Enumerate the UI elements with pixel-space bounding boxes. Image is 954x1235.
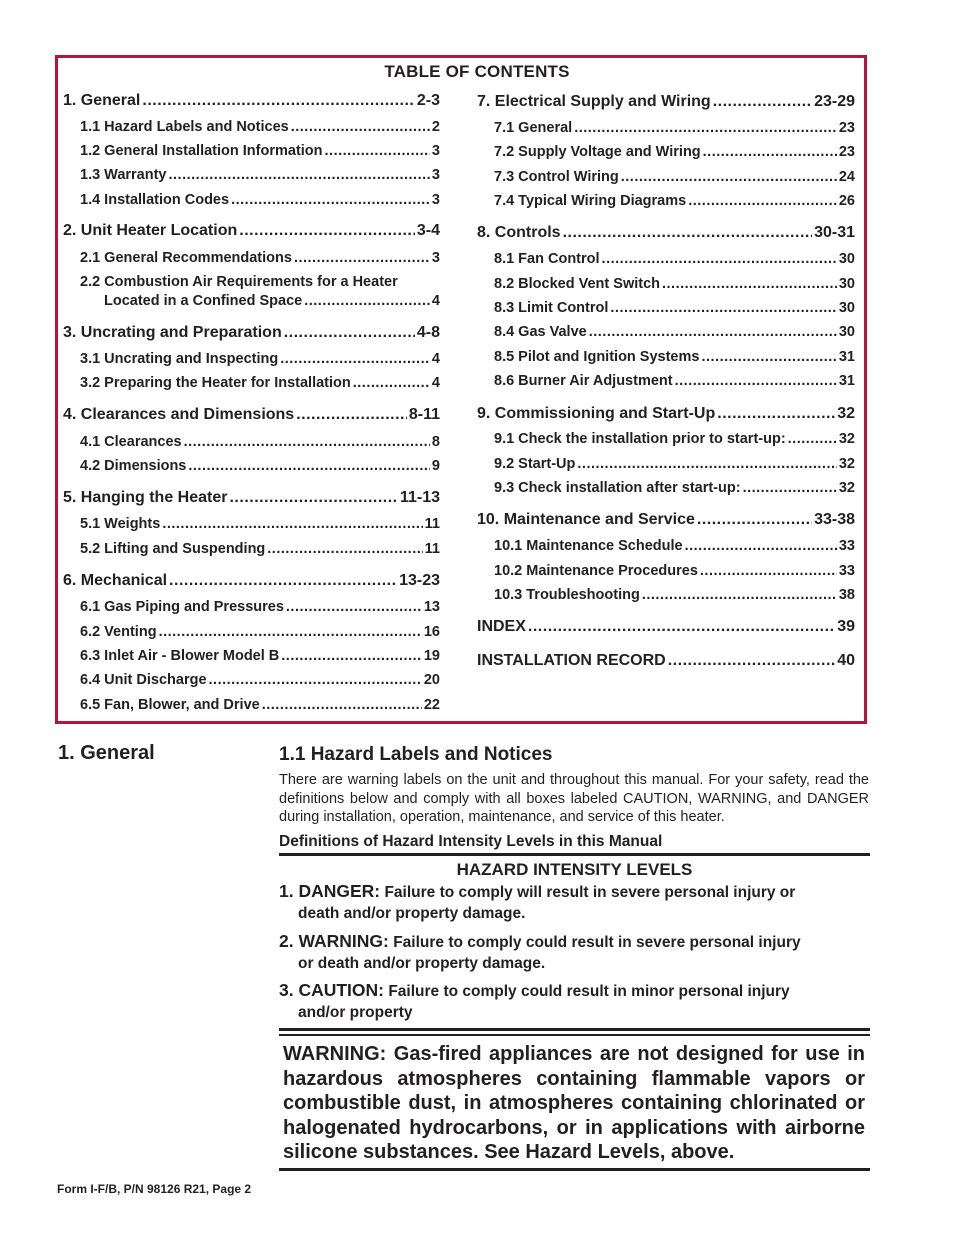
warning-box-text: WARNING: Gas-fired appliances are not designed for use in hazardous atmospheres containing flammable vapors or combustible dust, in atmospheres containing chlorinated or halogenated hydrocarbons, or in applications with airborne silicone substances. See Hazard Levels, above.	[283, 1043, 865, 1163]
hazard-tag: 2. WARNING:	[279, 931, 389, 951]
toc-entry-page: 23	[838, 120, 855, 136]
toc-section-entry	[63, 222, 440, 240]
toc-entry-label: Located in a Confined Space	[104, 293, 303, 309]
toc-leader-dots	[743, 480, 837, 496]
toc-entry-label: 8.2 Blocked Vent Switch	[494, 276, 660, 292]
toc-leader-dots	[281, 648, 422, 664]
toc-entry-page: 30	[838, 251, 855, 267]
toc-entry-label: 6.2 Venting	[80, 624, 157, 640]
toc-entry-label: 8.4 Gas Valve	[494, 324, 587, 340]
toc-entry-label: 4. Clearances and Dimensions	[63, 406, 295, 423]
toc-entry-label: 7.2 Supply Voltage and Wiring	[494, 144, 701, 160]
toc-entry-label: 5. Hanging the Heater	[63, 489, 228, 506]
toc-entry-page: 23	[838, 144, 855, 160]
toc-entry-label: 1. General	[63, 92, 141, 109]
toc-section-entry	[477, 511, 855, 529]
toc-entry-page: 20	[423, 672, 440, 688]
toc-subsection-entry	[80, 375, 440, 391]
toc-entry-label: INDEX	[477, 618, 526, 635]
toc-entry-label: 1.1 Hazard Labels and Notices	[80, 119, 289, 135]
toc-entry-label: INSTALLATION RECORD	[477, 652, 666, 669]
toc-leader-dots	[239, 222, 415, 240]
toc-entry-label: 7. Electrical Supply and Wiring	[477, 93, 711, 110]
toc-entry-label: 6.3 Inlet Air - Blower Model B	[80, 648, 280, 664]
toc-leader-dots	[697, 511, 812, 529]
toc-section-entry	[477, 652, 855, 670]
toc-section-entry	[63, 92, 440, 110]
toc-subsection-entry	[80, 624, 440, 640]
toc-subsection-entry	[80, 599, 440, 615]
toc-entry-label: 8.1 Fan Control	[494, 251, 600, 267]
toc-entry-page: 30-31	[814, 224, 855, 241]
toc-subsection-entry	[80, 167, 440, 183]
hazard-text-cont: or death and/or property damage.	[298, 955, 546, 972]
toc-section-entry	[63, 406, 440, 424]
toc-leader-dots	[717, 405, 835, 423]
toc-entry-label: 6. Mechanical	[63, 572, 168, 589]
toc-entry-page: 32	[838, 456, 855, 472]
toc-subsection-entry	[494, 480, 855, 496]
toc-subsection-entry	[494, 456, 855, 472]
toc-leader-dots	[610, 300, 836, 316]
toc-subsection-entry	[80, 458, 440, 474]
toc-subsection-entry	[80, 119, 440, 135]
toc-entry-label: 10. Maintenance and Service	[477, 511, 695, 528]
toc-leader-dots	[528, 618, 835, 636]
toc-entry-label: 7.1 General	[494, 120, 573, 136]
toc-leader-dots	[262, 697, 422, 713]
toc-section-entry	[477, 405, 855, 423]
toc-leader-dots	[685, 538, 837, 554]
toc-entry-label: 7.3 Control Wiring	[494, 169, 619, 185]
toc-leader-dots	[184, 434, 430, 450]
hazard-level-caution	[279, 980, 870, 1023]
toc-leader-dots	[642, 587, 837, 603]
toc-entry-label: 1.4 Installation Codes	[80, 192, 230, 208]
divider	[279, 853, 870, 856]
toc-entry-page: 3	[431, 192, 440, 208]
hazard-level-warning	[279, 931, 870, 974]
toc-subsection-entry	[80, 351, 440, 367]
toc-entry-page: 40	[837, 652, 855, 669]
toc-entry-label: 3.2 Preparing the Heater for Installation	[80, 375, 351, 391]
toc-leader-dots	[142, 92, 415, 110]
toc-entry-label: 2.2 Combustion Air Requirements for a Heater	[80, 274, 398, 290]
toc-subsection-entry	[494, 300, 855, 316]
divider	[279, 1028, 870, 1031]
toc-entry-page: 13-23	[399, 572, 440, 589]
toc-title: TABLE OF CONTENTS	[384, 62, 570, 81]
toc-entry-label: 6.4 Unit Discharge	[80, 672, 207, 688]
toc-subsection-entry	[494, 120, 855, 136]
toc-leader-dots	[286, 599, 422, 615]
toc-leader-dots	[788, 431, 837, 447]
toc-subsection-entry	[80, 434, 440, 450]
toc-entry-page: 2	[431, 119, 440, 135]
toc-entry-label: 9.3 Check installation after start-up:	[494, 480, 741, 496]
toc-entry-label: 1.3 Warranty	[80, 167, 167, 183]
toc-leader-dots	[169, 572, 397, 590]
toc-leader-dots	[291, 119, 430, 135]
toc-entry-label: 5.1 Weights	[80, 516, 161, 532]
toc-entry-page: 4	[431, 375, 440, 391]
toc-section-entry	[63, 572, 440, 590]
toc-entry-page: 23-29	[814, 93, 855, 110]
toc-subsection-entry	[494, 538, 855, 554]
toc-entry-page: 24	[838, 169, 855, 185]
toc-leader-dots	[280, 351, 430, 367]
toc-entry	[80, 274, 398, 290]
toc-leader-dots	[267, 541, 422, 557]
toc-subsection-entry	[494, 169, 855, 185]
definitions-heading: Definitions of Hazard Intensity Levels in this Manual	[279, 833, 663, 850]
toc-entry-page: 4	[431, 293, 440, 309]
toc-subsection-entry	[104, 293, 440, 309]
toc-entry-page: 13	[423, 599, 440, 615]
toc-entry-label: 10.2 Maintenance Procedures	[494, 563, 698, 579]
divider	[279, 1034, 870, 1036]
toc-entry-label: 8.5 Pilot and Ignition Systems	[494, 349, 700, 365]
toc-subsection-entry	[494, 431, 855, 447]
toc-entry-label: 4.1 Clearances	[80, 434, 182, 450]
hazard-text: Failure to comply could result in minor personal injury	[388, 983, 790, 1000]
page-footer: Form I-F/B, P/N 98126 R21, Page 2	[57, 1182, 252, 1196]
toc-entry-page: 11	[424, 516, 440, 532]
toc-subsection-entry	[80, 250, 440, 266]
toc-entry-label: 10.3 Troubleshooting	[494, 587, 640, 603]
toc-section-entry	[477, 618, 855, 636]
toc-subsection-entry	[494, 193, 855, 209]
toc-entry-label: 10.1 Maintenance Schedule	[494, 538, 683, 554]
toc-subsection-entry	[494, 251, 855, 267]
toc-leader-dots	[353, 375, 430, 391]
toc-entry-label: 1.2 General Installation Information	[80, 143, 323, 159]
hazard-tag: 3. CAUTION:	[279, 980, 384, 1000]
toc-subsection-entry	[80, 672, 440, 688]
toc-leader-dots	[304, 293, 430, 309]
toc-leader-dots	[159, 624, 422, 640]
toc-leader-dots	[701, 349, 836, 365]
toc-entry-page: 31	[838, 349, 855, 365]
toc-leader-dots	[188, 458, 430, 474]
toc-entry-label: 2.1 General Recommendations	[80, 250, 292, 266]
toc-leader-dots	[675, 373, 837, 389]
toc-leader-dots	[602, 251, 837, 267]
toc-entry-label: 4.2 Dimensions	[80, 458, 187, 474]
toc-subsection-entry	[494, 324, 855, 340]
toc-entry-label: 7.4 Typical Wiring Diagrams	[494, 193, 687, 209]
toc-entry-label: 8.3 Limit Control	[494, 300, 609, 316]
toc-leader-dots	[574, 120, 837, 136]
toc-entry-label: 3. Uncrating and Preparation	[63, 324, 282, 341]
toc-section-entry	[63, 489, 440, 507]
toc-subsection-entry	[494, 563, 855, 579]
toc-leader-dots	[703, 144, 837, 160]
hazard-levels-title: HAZARD INTENSITY LEVELS	[456, 860, 693, 879]
toc-entry-label: 8.6 Burner Air Adjustment	[494, 373, 673, 389]
toc-entry-label: 5.2 Lifting and Suspending	[80, 541, 266, 557]
toc-entry-page: 22	[423, 697, 440, 713]
toc-entry-page: 33	[838, 538, 855, 554]
hazard-text: Failure to comply could result in severe personal injury	[393, 934, 801, 951]
hazard-text: Failure to comply will result in severe personal injury or	[384, 884, 796, 901]
toc-entry-page: 3	[431, 167, 440, 183]
toc-subsection-entry	[80, 697, 440, 713]
toc-subsection-entry	[494, 587, 855, 603]
toc-section-entry	[477, 93, 855, 111]
toc-subsection-entry	[80, 516, 440, 532]
toc-entry-label: 8. Controls	[477, 224, 561, 241]
hazard-text-cont: and/or property	[298, 1004, 413, 1021]
toc-leader-dots	[589, 324, 837, 340]
toc-leader-dots	[621, 169, 837, 185]
toc-entry-page: 3	[431, 143, 440, 159]
toc-entry-page: 8	[431, 434, 440, 450]
toc-leader-dots	[713, 93, 812, 111]
toc-subsection-entry	[80, 648, 440, 664]
toc-leader-dots	[294, 250, 430, 266]
toc-entry-page: 4-8	[416, 324, 440, 341]
toc-leader-dots	[700, 563, 837, 579]
toc-subsection-entry	[494, 373, 855, 389]
toc-section-entry	[63, 324, 440, 342]
toc-entry-label: 2. Unit Heater Location	[63, 222, 238, 239]
toc-entry-page: 8-11	[408, 406, 440, 423]
hazard-level-danger	[279, 881, 870, 924]
toc-entry-page: 30	[838, 276, 855, 292]
toc-entry-page: 39	[837, 618, 855, 635]
toc-entry-page: 30	[838, 300, 855, 316]
toc-leader-dots	[296, 406, 407, 424]
toc-entry-page: 3	[431, 250, 440, 266]
toc-leader-dots	[662, 276, 837, 292]
toc-entry-page: 2-3	[416, 92, 440, 109]
toc-entry-page: 30	[838, 324, 855, 340]
toc-entry-page: 11	[424, 541, 440, 557]
toc-entry-page: 3-4	[416, 222, 440, 239]
toc-subsection-entry	[494, 144, 855, 160]
toc-leader-dots	[325, 143, 430, 159]
section-title: 1. General	[58, 742, 155, 764]
toc-entry-page: 32	[838, 431, 855, 447]
hazard-text-cont: death and/or property damage.	[298, 905, 526, 922]
toc-leader-dots	[162, 516, 422, 532]
divider	[279, 1168, 870, 1171]
toc-entry-label: 6.1 Gas Piping and Pressures	[80, 599, 284, 615]
toc-entry-page: 26	[838, 193, 855, 209]
toc-entry-label: 6.5 Fan, Blower, and Drive	[80, 697, 260, 713]
toc-subsection-entry	[80, 541, 440, 557]
toc-leader-dots	[209, 672, 422, 688]
toc-entry-page: 32	[838, 480, 855, 496]
toc-entry-page: 38	[838, 587, 855, 603]
toc-entry-page: 11-13	[399, 489, 440, 506]
toc-entry-page: 19	[423, 648, 440, 664]
toc-entry-page: 9	[431, 458, 440, 474]
toc-leader-dots	[231, 192, 430, 208]
toc-entry-label: 3.1 Uncrating and Inspecting	[80, 351, 279, 367]
toc-leader-dots	[169, 167, 430, 183]
section-subtitle: 1.1 Hazard Labels and Notices	[279, 744, 553, 765]
toc-subsection-entry	[80, 143, 440, 159]
toc-entry-page: 31	[838, 373, 855, 389]
toc-entry-page: 33-38	[814, 511, 855, 528]
toc-section-entry	[477, 224, 855, 242]
toc-entry-page: 16	[423, 624, 440, 640]
toc-leader-dots	[577, 456, 836, 472]
toc-entry-page: 33	[838, 563, 855, 579]
toc-leader-dots	[229, 489, 397, 507]
toc-leader-dots	[668, 652, 835, 670]
toc-entry-page: 32	[837, 405, 855, 422]
toc-leader-dots	[284, 324, 415, 342]
toc-leader-dots	[688, 193, 837, 209]
toc-subsection-entry	[494, 349, 855, 365]
hazard-tag: 1. DANGER:	[279, 881, 381, 901]
intro-paragraph: There are warning labels on the unit and throughout this manual. For your safety, read the definitions below and comply with all boxes labeled CAUTION, WARNING, and DANGER during installation, operation, maintenance, and service of this heater.	[279, 772, 869, 825]
toc-entry-label: 9.2 Start-Up	[494, 456, 576, 472]
toc-subsection-entry	[494, 276, 855, 292]
toc-entry-label: 9.1 Check the installation prior to start-up:	[494, 431, 786, 447]
toc-leader-dots	[563, 224, 813, 242]
toc-entry-label: 9. Commissioning and Start-Up	[477, 405, 716, 422]
toc-subsection-entry	[80, 192, 440, 208]
toc-entry-page: 4	[431, 351, 440, 367]
